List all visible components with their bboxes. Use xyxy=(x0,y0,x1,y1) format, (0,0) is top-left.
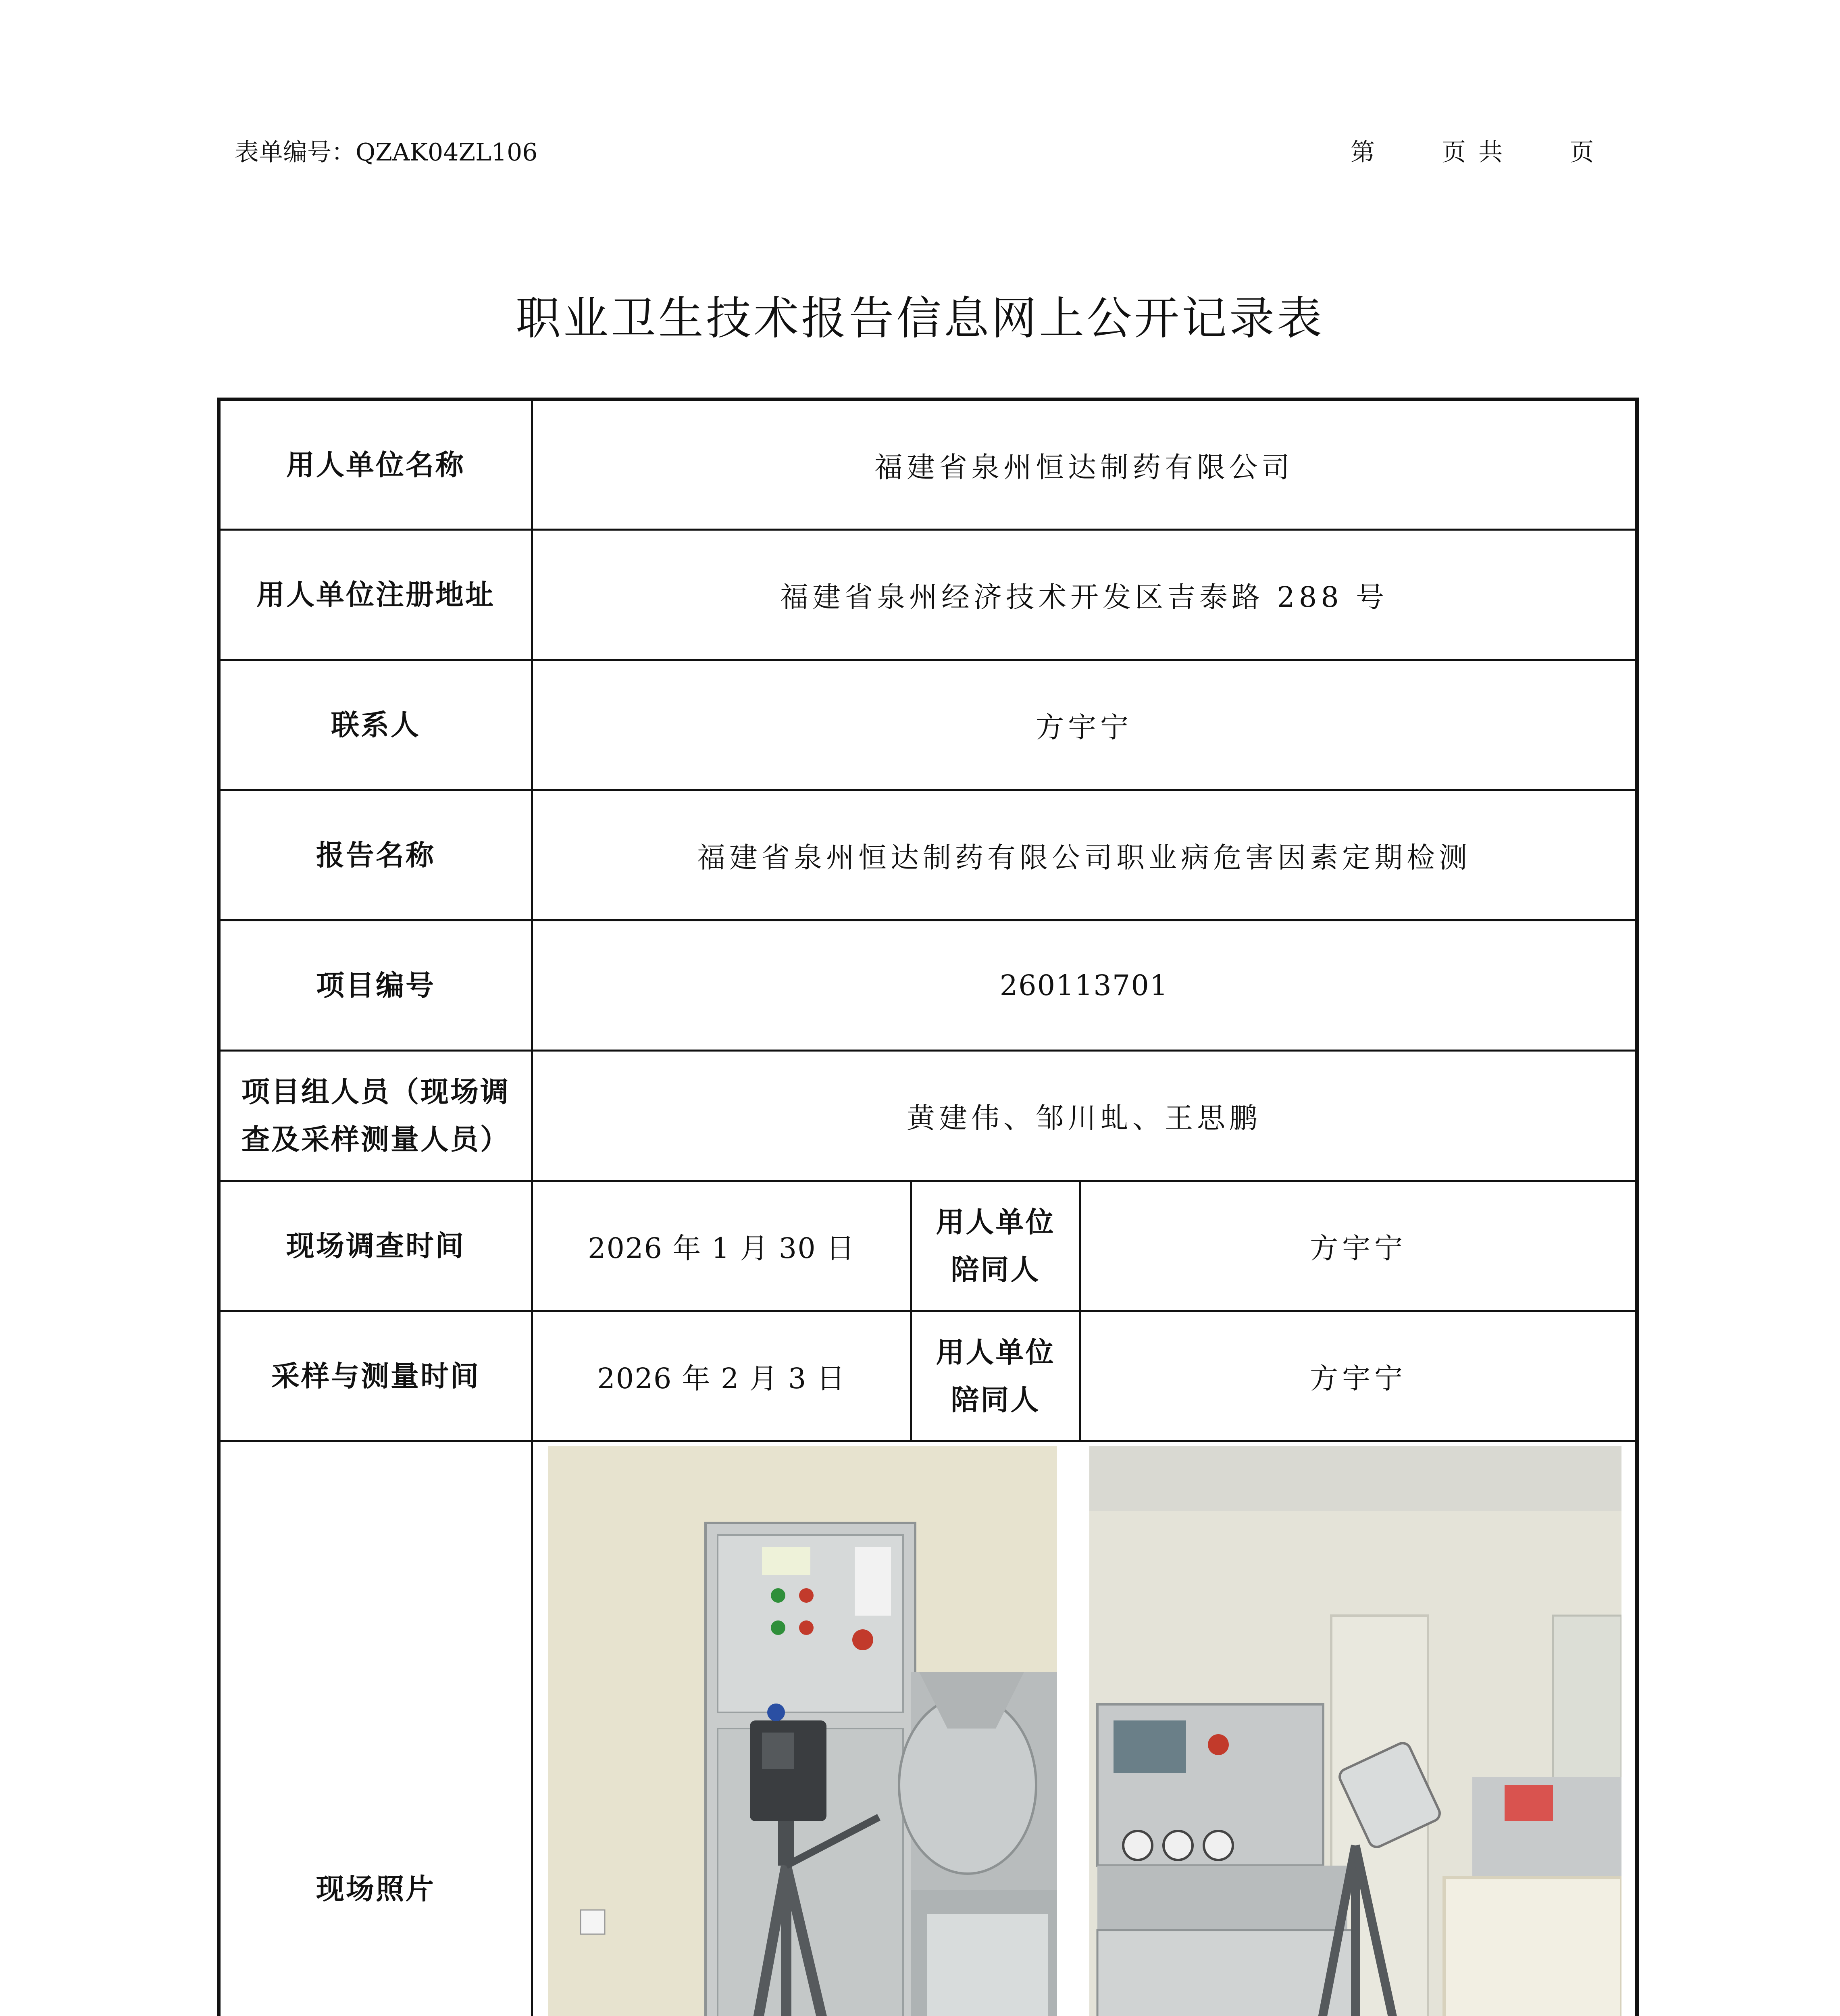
team-label-line2: 查及采样测量人员） xyxy=(241,1123,510,1156)
photos-label: 现场照片 xyxy=(219,1441,532,2016)
record-table xyxy=(217,398,1639,2016)
team-label-line1: 项目组人员（现场调 xyxy=(241,1075,510,1108)
photos-cell xyxy=(532,1441,1637,2016)
report-name-label: 报告名称 xyxy=(219,790,532,921)
page-di: 第 xyxy=(1351,138,1377,167)
row-contact xyxy=(219,660,1637,790)
row-photos xyxy=(219,1441,1637,2016)
row-survey xyxy=(219,1181,1637,1311)
page-gong: 共 xyxy=(1478,138,1505,167)
page-ye2: 页 xyxy=(1569,138,1596,167)
page-indicator xyxy=(1351,133,1596,168)
sampling-companion-label-line2: 陪同人 xyxy=(951,1383,1041,1416)
unit-name-value: 福建省泉州恒达制药有限公司 xyxy=(532,400,1637,530)
survey-date: 2026 年 1 月 30 日 xyxy=(532,1181,911,1311)
sampling-label: 采样与测量时间 xyxy=(219,1311,532,1441)
form-number xyxy=(235,133,537,168)
row-report-name xyxy=(219,790,1637,921)
unit-name-label: 用人单位名称 xyxy=(219,400,532,530)
row-team xyxy=(219,1051,1637,1181)
site-photo-1 xyxy=(548,1446,1057,2016)
row-unit-name xyxy=(219,400,1637,530)
project-no-value: 260113701 xyxy=(532,921,1637,1051)
unit-address-value: 福建省泉州经济技术开发区吉泰路 288 号 xyxy=(532,530,1637,660)
sampling-companion-label-line1: 用人单位 xyxy=(936,1336,1055,1369)
site-photo-1-image xyxy=(548,1446,1057,2016)
report-name-value: 福建省泉州恒达制药有限公司职业病危害因素定期检测 xyxy=(532,790,1637,921)
site-photo-2 xyxy=(1089,1446,1621,2016)
survey-companion-label xyxy=(911,1181,1080,1311)
row-project-no xyxy=(219,921,1637,1051)
sampling-date: 2026 年 2 月 3 日 xyxy=(532,1311,911,1441)
sampling-companion-label xyxy=(911,1311,1080,1441)
survey-label: 现场调查时间 xyxy=(219,1181,532,1311)
row-sampling xyxy=(219,1311,1637,1441)
project-no-label: 项目编号 xyxy=(219,921,532,1051)
sampling-companion: 方宇宁 xyxy=(1080,1311,1637,1441)
form-number-label: 表单编号： xyxy=(235,138,356,167)
unit-address-label: 用人单位注册地址 xyxy=(219,530,532,660)
form-number-value: QZAK04ZL106 xyxy=(356,138,538,167)
contact-value: 方宇宁 xyxy=(532,660,1637,790)
document-title: 职业卫生技术报告信息网上公开记录表 xyxy=(516,292,1324,345)
page-ye: 页 xyxy=(1442,138,1469,167)
site-photo-2-image xyxy=(1089,1446,1621,2016)
contact-label: 联系人 xyxy=(219,660,532,790)
photos-container xyxy=(533,1442,1635,2016)
survey-companion: 方宇宁 xyxy=(1080,1181,1637,1311)
survey-companion-label-line2: 陪同人 xyxy=(951,1253,1041,1286)
team-value: 黄建伟、邹川虬、王思鹏 xyxy=(532,1051,1637,1181)
survey-companion-label-line1: 用人单位 xyxy=(936,1206,1055,1239)
team-label xyxy=(219,1051,532,1181)
row-unit-address xyxy=(219,530,1637,660)
